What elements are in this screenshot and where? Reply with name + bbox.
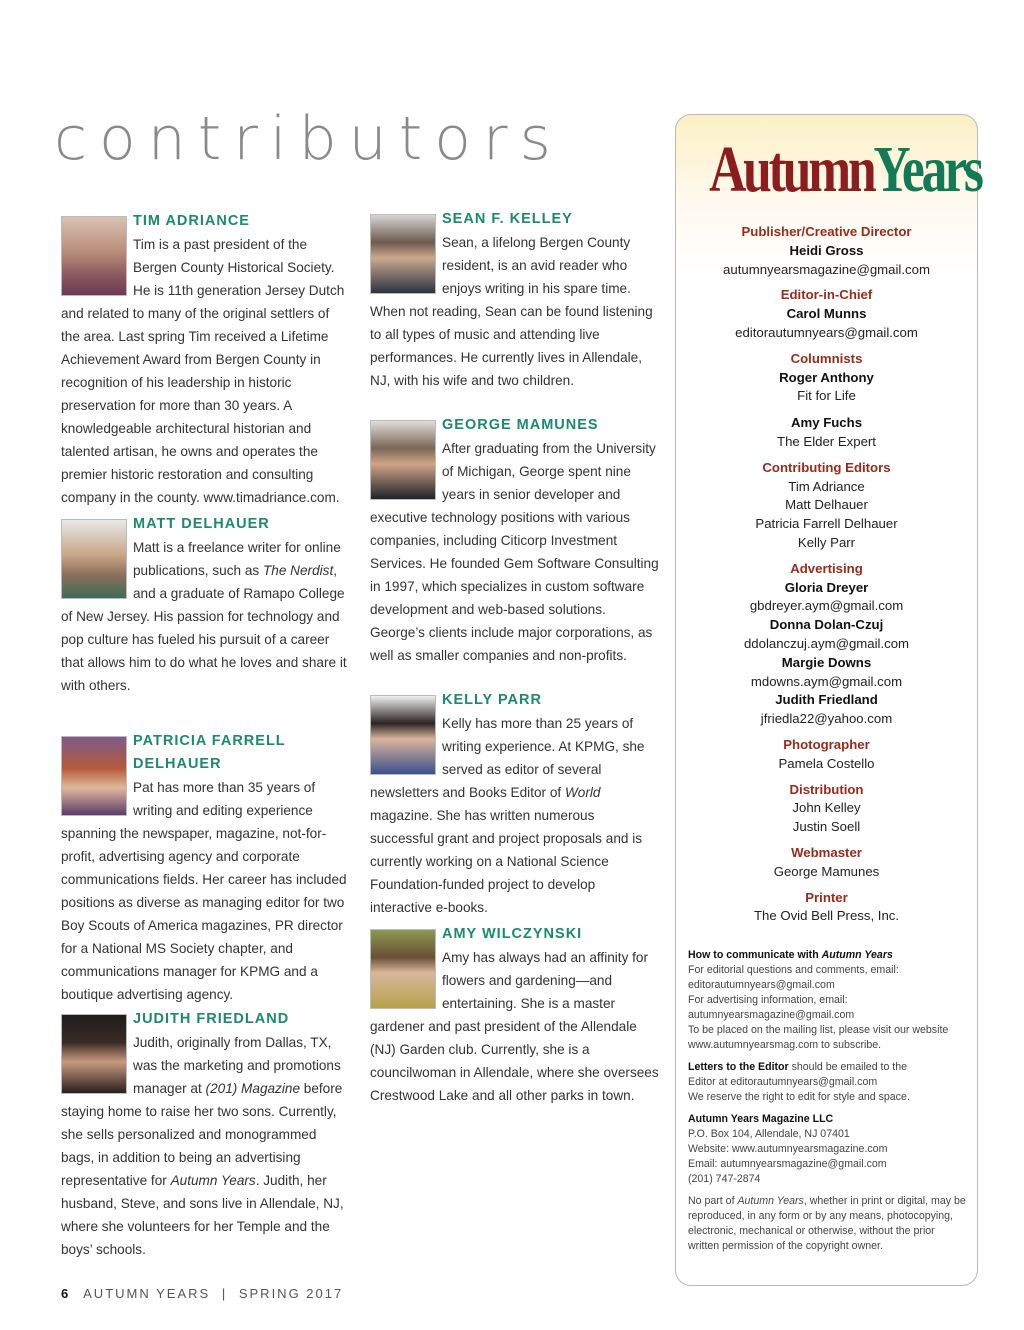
footer-magazine: AUTUMN YEARS (83, 1286, 211, 1301)
page-title: contributors (54, 104, 563, 174)
staff-name: Matt Delhauer (785, 497, 868, 513)
role-advertising: Advertising (790, 560, 863, 576)
staff-name: Amy Fuchs (790, 415, 863, 431)
contact-info (688, 948, 967, 1261)
footer-issue: SPRING 2017 (238, 1286, 344, 1301)
contributor-photo (370, 214, 436, 294)
staff-name: George Mamunes (773, 863, 880, 879)
role-publisher: Publisher/Creative Director (741, 224, 912, 239)
staff-name: Patricia Farrell Delhauer (755, 516, 898, 532)
staff-email: gbdreyer.aym@gmail.com (749, 598, 904, 614)
staff-name: Heidi Gross (789, 242, 864, 258)
role-printer: Printer (805, 889, 848, 905)
staff-email: editorautumnyears@gmail.com (735, 324, 918, 340)
page-number: 6 (61, 1286, 69, 1301)
contributor-name: KELLY PARR (442, 692, 542, 708)
role-contributing-editors: Contributing Editors (762, 459, 891, 475)
autumn-years-logo: AutumnYears (709, 133, 981, 206)
staff-name: Justin Soell (792, 819, 861, 835)
footer-separator: | (221, 1286, 228, 1301)
contributor-bio: Sean, a lifelong Bergen County resident, is an avid reader who enjoys writing in his spare time. When not reading, Sean can be found listening to all types of music and attending live performances. He currently lives in Allendale, NJ, with his wife and two children. (370, 235, 653, 388)
contributor-photo (61, 216, 127, 296)
contributors-middle-column (370, 208, 660, 1107)
contributor-photo (370, 695, 436, 775)
copyright-notice: No part of Autumn Years, whether in print or digital, may be reproduced, in any form or by any means, photocopying, electronic, mechanical or otherwise, without the prior written permission of the copyright owner. (688, 1195, 966, 1252)
contributor-kelly-parr (370, 689, 660, 915)
contributor-bio: Judith, originally from Dallas, TX, was the marketing and promotions manager at (201) Magazine before staying home to raise her two sons. Currently, she sells personalized and monogrammed bags, in addition to being an advertising representative for Autumn Years. Judith, her husband, Steve, and sons live in Allendale, NJ, where she volunteers for her Temple and the boys’ schools. (61, 1035, 344, 1257)
role-editor: Editor-in-Chief (780, 287, 873, 303)
contributor-bio: Kelly has more than 25 years of writing experience. At KPMG, she served as editor of several newsletters and Books Editor of World magazine. She has written numerous successful grant and project proposals and is currently working on a National Science Foundation-funded project to develop interactive e-books. (370, 716, 645, 915)
staff-email: autumnyearsmagazine@gmail.com (723, 261, 930, 277)
contributor-name: TIM ADRIANCE (133, 213, 250, 229)
contributor-name: JUDITH FRIEDLAND (133, 1011, 290, 1027)
staff-name: Pamela Costello (778, 755, 875, 771)
staff-list (676, 223, 977, 926)
contributor-george-mamunes (370, 414, 660, 677)
contributor-photo (370, 420, 436, 500)
masthead-panel (675, 114, 981, 1286)
staff-email: jfriedla22@yahoo.com (760, 711, 893, 727)
contributor-photo (61, 519, 127, 599)
staff-name: Judith Friedland (775, 692, 878, 708)
contributors-left-column (61, 210, 351, 1261)
contributor-photo (61, 1014, 127, 1094)
contributor-bio: Tim is a past president of the Bergen County Historical Society. He is 11th generation Jersey Dutch and related to many of the original settlers of the area. Last spring Tim received a Lifetime Achievement Award from Bergen County in recognition of his leadership in historic preservation for more than 30 years. A knowledgeable architectural historian and talented artisan, he owns and operates the premier historic restoration and consulting company in the county. www.timadriance.com. (61, 237, 345, 505)
contributor-bio: Amy has always had an affinity for flowers and gardening—and entertaining. She is a master gardener and past president of the Allendale (NJ) Garden club. Currently, she is a councilwoman in Allendale, where she oversees Crestwood Lake and all other parks in town. (370, 950, 659, 1103)
contributor-patricia-farrell-delhauer (61, 730, 351, 1002)
contributor-bio: After graduating from the University of Michigan, George spent nine years in senior developer and executive technology positions with various companies, including Citicorp Investment Services. He founded Gem Software Consulting in 1997, which specializes in custom software development and web-based solutions. George’s clients include major corporations, as well as smaller companies and non-profits. (370, 441, 659, 663)
role-columnists: Columnists (790, 350, 863, 366)
contributor-name: AMY WILCZYNSKI (442, 926, 583, 942)
contributor-name: PATRICIA FARRELL DELHAUER (133, 733, 286, 772)
column-title: The Elder Expert (777, 433, 876, 449)
contributor-name: MATT DELHAUER (133, 516, 270, 532)
staff-email: mdowns.aym@gmail.com (750, 673, 903, 689)
contributor-judith-friedland (61, 1008, 351, 1261)
role-webmaster: Webmaster (791, 844, 862, 860)
contributor-matt-delhauer (61, 513, 351, 720)
contributor-amy-wilczynski (370, 923, 660, 1107)
staff-name: Donna Dolan-Czuj (769, 617, 884, 633)
staff-name: Margie Downs (781, 654, 872, 670)
how-to-communicate: How to communicate with Autumn Years For editorial questions and comments, email: editorautumnyears@gmail.com For advertising information, email: autumnyearsmagazine@gmail.com To be placed on the mailing list, please visit our website www.autumnyearsmag.com to subscribe. (688, 949, 949, 1051)
staff-name: The Ovid Bell Press, Inc. (753, 908, 900, 924)
staff-name: Kelly Parr (797, 534, 856, 550)
contributor-name: SEAN F. KELLEY (442, 211, 573, 227)
contributor-bio: Matt is a freelance writer for online publications, such as The Nerdist, and a graduate of Ramapo College of New Jersey. His passion for technology and pop culture has fueled his pursuit of a career that allows him to do what he loves and share it with others. (61, 540, 347, 693)
contributor-name: GEORGE MAMUNES (442, 417, 599, 433)
letters-to-editor: Letters to the Editor should be emailed to the Editor at editorautumnyears@gmail.com We reserve the right to edit for style and space. (688, 1061, 910, 1103)
staff-name: Gloria Dreyer (784, 579, 869, 595)
company-info: Autumn Years Magazine LLC P.O. Box 104, Allendale, NJ 07401 Website: www.autumnyearsmagazine.com Email: autumnyearsmagazine@gmail.com (201) 747-2874 (688, 1113, 888, 1185)
contributor-tim-adriance (61, 210, 351, 505)
page-footer (61, 1286, 343, 1301)
staff-name: Tim Adriance (788, 478, 865, 494)
role-photographer: Photographer (783, 736, 870, 752)
staff-name: Roger Anthony (779, 369, 874, 385)
contributor-photo (370, 929, 436, 1009)
contributor-sean-kelley (370, 208, 660, 400)
staff-name: John Kelley (792, 800, 861, 816)
contributor-bio: Pat has more than 35 years of writing and editing experience spanning the newspaper, magazine, not-for-profit, advertising agency and corporate communications fields. Her career has included positions as diverse as managing editor for two Boy Scouts of America magazines, PR director for a National MS Society chapter, and communications manager for KPMG and a boutique advertising agency. (61, 780, 347, 1002)
role-distribution: Distribution (789, 781, 864, 797)
staff-name: Carol Munns (786, 306, 867, 322)
contributor-photo (61, 736, 127, 816)
staff-email: ddolanczuj.aym@gmail.com (743, 635, 910, 651)
column-title: Fit for Life (797, 388, 856, 404)
